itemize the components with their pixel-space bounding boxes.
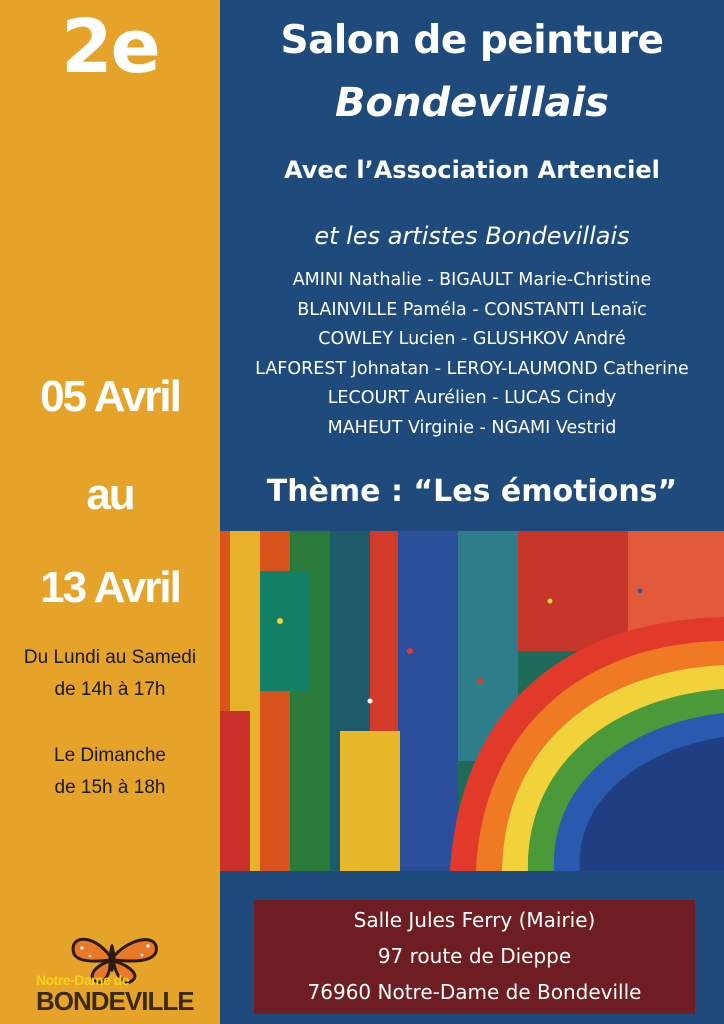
artist-line: BLAINVILLE Paméla - CONSTANTI Lenaïc — [297, 299, 647, 320]
event-title-line2: Bondevillais — [335, 80, 609, 126]
date-start: 05 Avril — [40, 372, 180, 421]
association-line: Avec l’Association Artenciel — [284, 156, 660, 184]
sunday-schedule — [0, 740, 220, 804]
theme-heading: Thème : “Les émotions” — [266, 474, 678, 509]
date-end: 13 Avril — [40, 563, 180, 612]
artist-line: MAHEUT Virginie - NGAMI Vestrid — [327, 417, 617, 438]
artist-line: COWLEY Lucien - GLUSHKOV André — [318, 329, 626, 350]
artists-intro: et les artistes Bondevillais — [314, 222, 630, 250]
rainbow-painting-image — [220, 531, 724, 871]
sunday-days: Le Dimanche — [54, 745, 166, 766]
logo-text-bottom: BONDEVILLE — [36, 986, 194, 1016]
venue-name: Salle Jules Ferry (Mairie) — [353, 908, 596, 932]
event-title-line1: Salon de peinture — [280, 18, 664, 63]
edition-number: 2e — [61, 4, 159, 90]
weekday-days: Du Lundi au Samedi — [23, 647, 197, 668]
artist-line: AMINI Nathalie - BIGAULT Marie-Christine — [292, 270, 652, 290]
artist-line: LAFOREST Johnatan - LEROY-LAUMOND Catherine — [255, 358, 689, 379]
sunday-hours: de 15h à 18h — [54, 777, 166, 798]
venue-street: 97 route de Dieppe — [377, 944, 572, 968]
town-logo — [30, 930, 194, 1020]
venue-city: 76960 Notre-Dame de Bondeville — [307, 980, 642, 1004]
artist-line: LECOURT Aurélien - LUCAS Cindy — [327, 388, 617, 409]
artist-list — [220, 266, 724, 444]
venue-address-box — [254, 900, 695, 1014]
logo-text-top: Notre-Dame de — [36, 972, 130, 988]
date-connector: au — [86, 470, 134, 519]
weekday-schedule — [0, 642, 220, 706]
weekday-hours: de 14h à 17h — [54, 679, 166, 700]
